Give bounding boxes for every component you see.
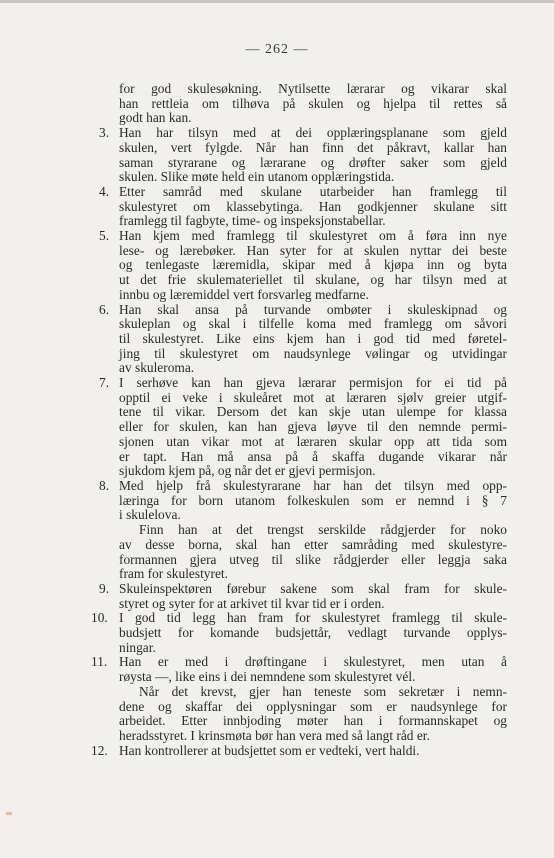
document-body bbox=[91, 81, 507, 758]
text-line: godt han kan. bbox=[119, 110, 192, 126]
text-line: arbeidet. Etter innbjoding møter han i formannskapet og bbox=[119, 713, 507, 729]
text-line: av skuleroma. bbox=[119, 360, 195, 376]
text-line: læringa for born utanom folkeskulen som er nemnd i § 7 bbox=[119, 492, 507, 508]
text-line: eller for skulen, kan han gjeva løyve til den nemnde permi- bbox=[119, 419, 507, 435]
text-line: innbu og læremiddel vert forsvarleg medfarne. bbox=[119, 286, 369, 302]
list-item-7 bbox=[99, 376, 507, 479]
text-line: ningar. bbox=[119, 639, 156, 655]
text-line: formannen gjera utveg til slike rådgjerder eller leggja saka bbox=[119, 551, 507, 567]
text-line: Han skal ansa på turvande ombøter i skuleskipnad og bbox=[119, 301, 507, 317]
text-line: Han kjem med framlegg til skulestyret om å føra inn nye bbox=[119, 228, 507, 244]
text-line: opptil ei veke i skuleåret mot at læraren sjølv greier utgif- bbox=[119, 389, 507, 405]
text-line: ut det frie skulemateriellet til skulane, og har tilsyn med at bbox=[119, 272, 507, 288]
text-line: lese- og lærebøker. Han syter for at skulen nyttar dei beste bbox=[119, 242, 507, 258]
item-number: 12. bbox=[91, 742, 108, 758]
page-number: — 262 — bbox=[245, 42, 309, 57]
list-item-9 bbox=[99, 582, 507, 611]
text-line: skuleplan og skal i tilfelle koma med framlegg om såvori bbox=[119, 316, 507, 332]
list-item-3 bbox=[99, 126, 507, 185]
text-line: Når det krevst, gjer han teneste som sekretær i nemn- bbox=[139, 683, 507, 699]
item-number: 6. bbox=[99, 301, 110, 317]
text-line: saman styrarane og lærarane og drøfter saker som gjeld bbox=[119, 154, 507, 170]
intro-paragraph bbox=[99, 82, 507, 126]
text-line: jing til skulestyret om naudsynlege vølingar og utvidingar bbox=[119, 345, 507, 361]
item-number: 10. bbox=[91, 610, 108, 626]
margin-mark bbox=[6, 812, 12, 815]
item-number: 9. bbox=[99, 580, 110, 596]
list-item-11 bbox=[91, 654, 507, 743]
item-number: 8. bbox=[99, 477, 110, 493]
text-line: dene og skaffar dei opplysningar som er naudsynlege for bbox=[119, 698, 507, 714]
text-line: framlegg til fagbyte, time- og inspeksjonstabellar. bbox=[119, 213, 386, 229]
list-item-10 bbox=[91, 610, 507, 655]
item-number: 3. bbox=[99, 125, 110, 141]
text-line: er tapt. Han må ansa på å skaffa dugande vikarar når bbox=[119, 448, 507, 464]
text-line: Han kontrollerer at budsjettet som er vedteki, vert haldi. bbox=[119, 742, 420, 758]
item-number: 11. bbox=[91, 654, 108, 670]
text-line: skulestyret om klassebytinga. Han godkjenner skulane sitt bbox=[119, 198, 507, 214]
text-line: i skulelova. bbox=[119, 507, 181, 523]
text-line: fram for skulestyret. bbox=[119, 566, 228, 582]
item-number: 7. bbox=[99, 375, 110, 391]
top-edge-rule bbox=[0, 0, 554, 3]
text-line: Med hjelp frå skulestyrarane har han det tilsyn med opp- bbox=[119, 477, 507, 493]
list-item-4 bbox=[99, 185, 507, 229]
text-line: I serhøve kan han gjeva lærarar permisjon for ei tid på bbox=[119, 375, 507, 391]
text-line: I god tid legg han fram for skulestyret framlegg til skule- bbox=[119, 610, 507, 626]
text-line: Han er med i drøftingane i skulestyret, men utan å bbox=[119, 654, 507, 670]
list-item-8 bbox=[99, 479, 507, 582]
text-line: han rettleia om tilhøva på skulen og hjelpa til rettes så bbox=[119, 95, 507, 111]
text-line: heradsstyret. I krinsmøta bør han vera med så langt råd er. bbox=[119, 727, 430, 743]
text-line: av desse borna, skal han etter samråding med skulestyre- bbox=[119, 536, 507, 552]
item-number: 4. bbox=[99, 183, 110, 199]
item-number: 5. bbox=[99, 228, 110, 244]
text-line: og tenlegaste læremidla, skipar med å kjøpa inn og byta bbox=[119, 257, 507, 273]
text-line: sjonen utan vikar mot at læraren skular opp att tida som bbox=[119, 433, 507, 449]
text-line: for god skulesøkning. Nytilsette lærarar og vikarar skal bbox=[119, 81, 507, 96]
text-line: tene til vikar. Dersom det kan skje utan ulempe for klassa bbox=[119, 404, 507, 420]
text-line: sjukdom kjem på, og når det er gjevi permisjon. bbox=[119, 463, 376, 479]
text-line: Etter samråd med skulane utarbeider han framlegg til bbox=[119, 183, 507, 199]
list-item-5 bbox=[99, 229, 507, 303]
text-line: røysta —, like eins i dei nemndene som skulestyret vél. bbox=[119, 669, 416, 685]
list-item-6 bbox=[99, 303, 507, 377]
text-line: Skuleinspektøren førebur sakene som skal fram for skule- bbox=[119, 580, 507, 596]
text-line: styret og syter for at arkivet til kvar tid er i orden. bbox=[119, 595, 385, 611]
text-line: til skulestyret. Like eins kjem han i god tid med føretel- bbox=[119, 330, 507, 346]
list-item-12 bbox=[91, 742, 507, 759]
text-line: Han har tilsyn med at dei opplæringsplanane som gjeld bbox=[119, 125, 507, 141]
text-line: budsjett for komande budsjettår, vedlagt turvande opplys- bbox=[119, 625, 507, 641]
text-line: Finn han at det trengst serskilde rådgjerder for noko bbox=[139, 522, 507, 538]
text-line: skulen. Slike møte held ein utanom opplæringstida. bbox=[119, 169, 395, 185]
text-line: skulen, vert fylgde. Når han finn det påkravt, kallar han bbox=[119, 139, 507, 155]
